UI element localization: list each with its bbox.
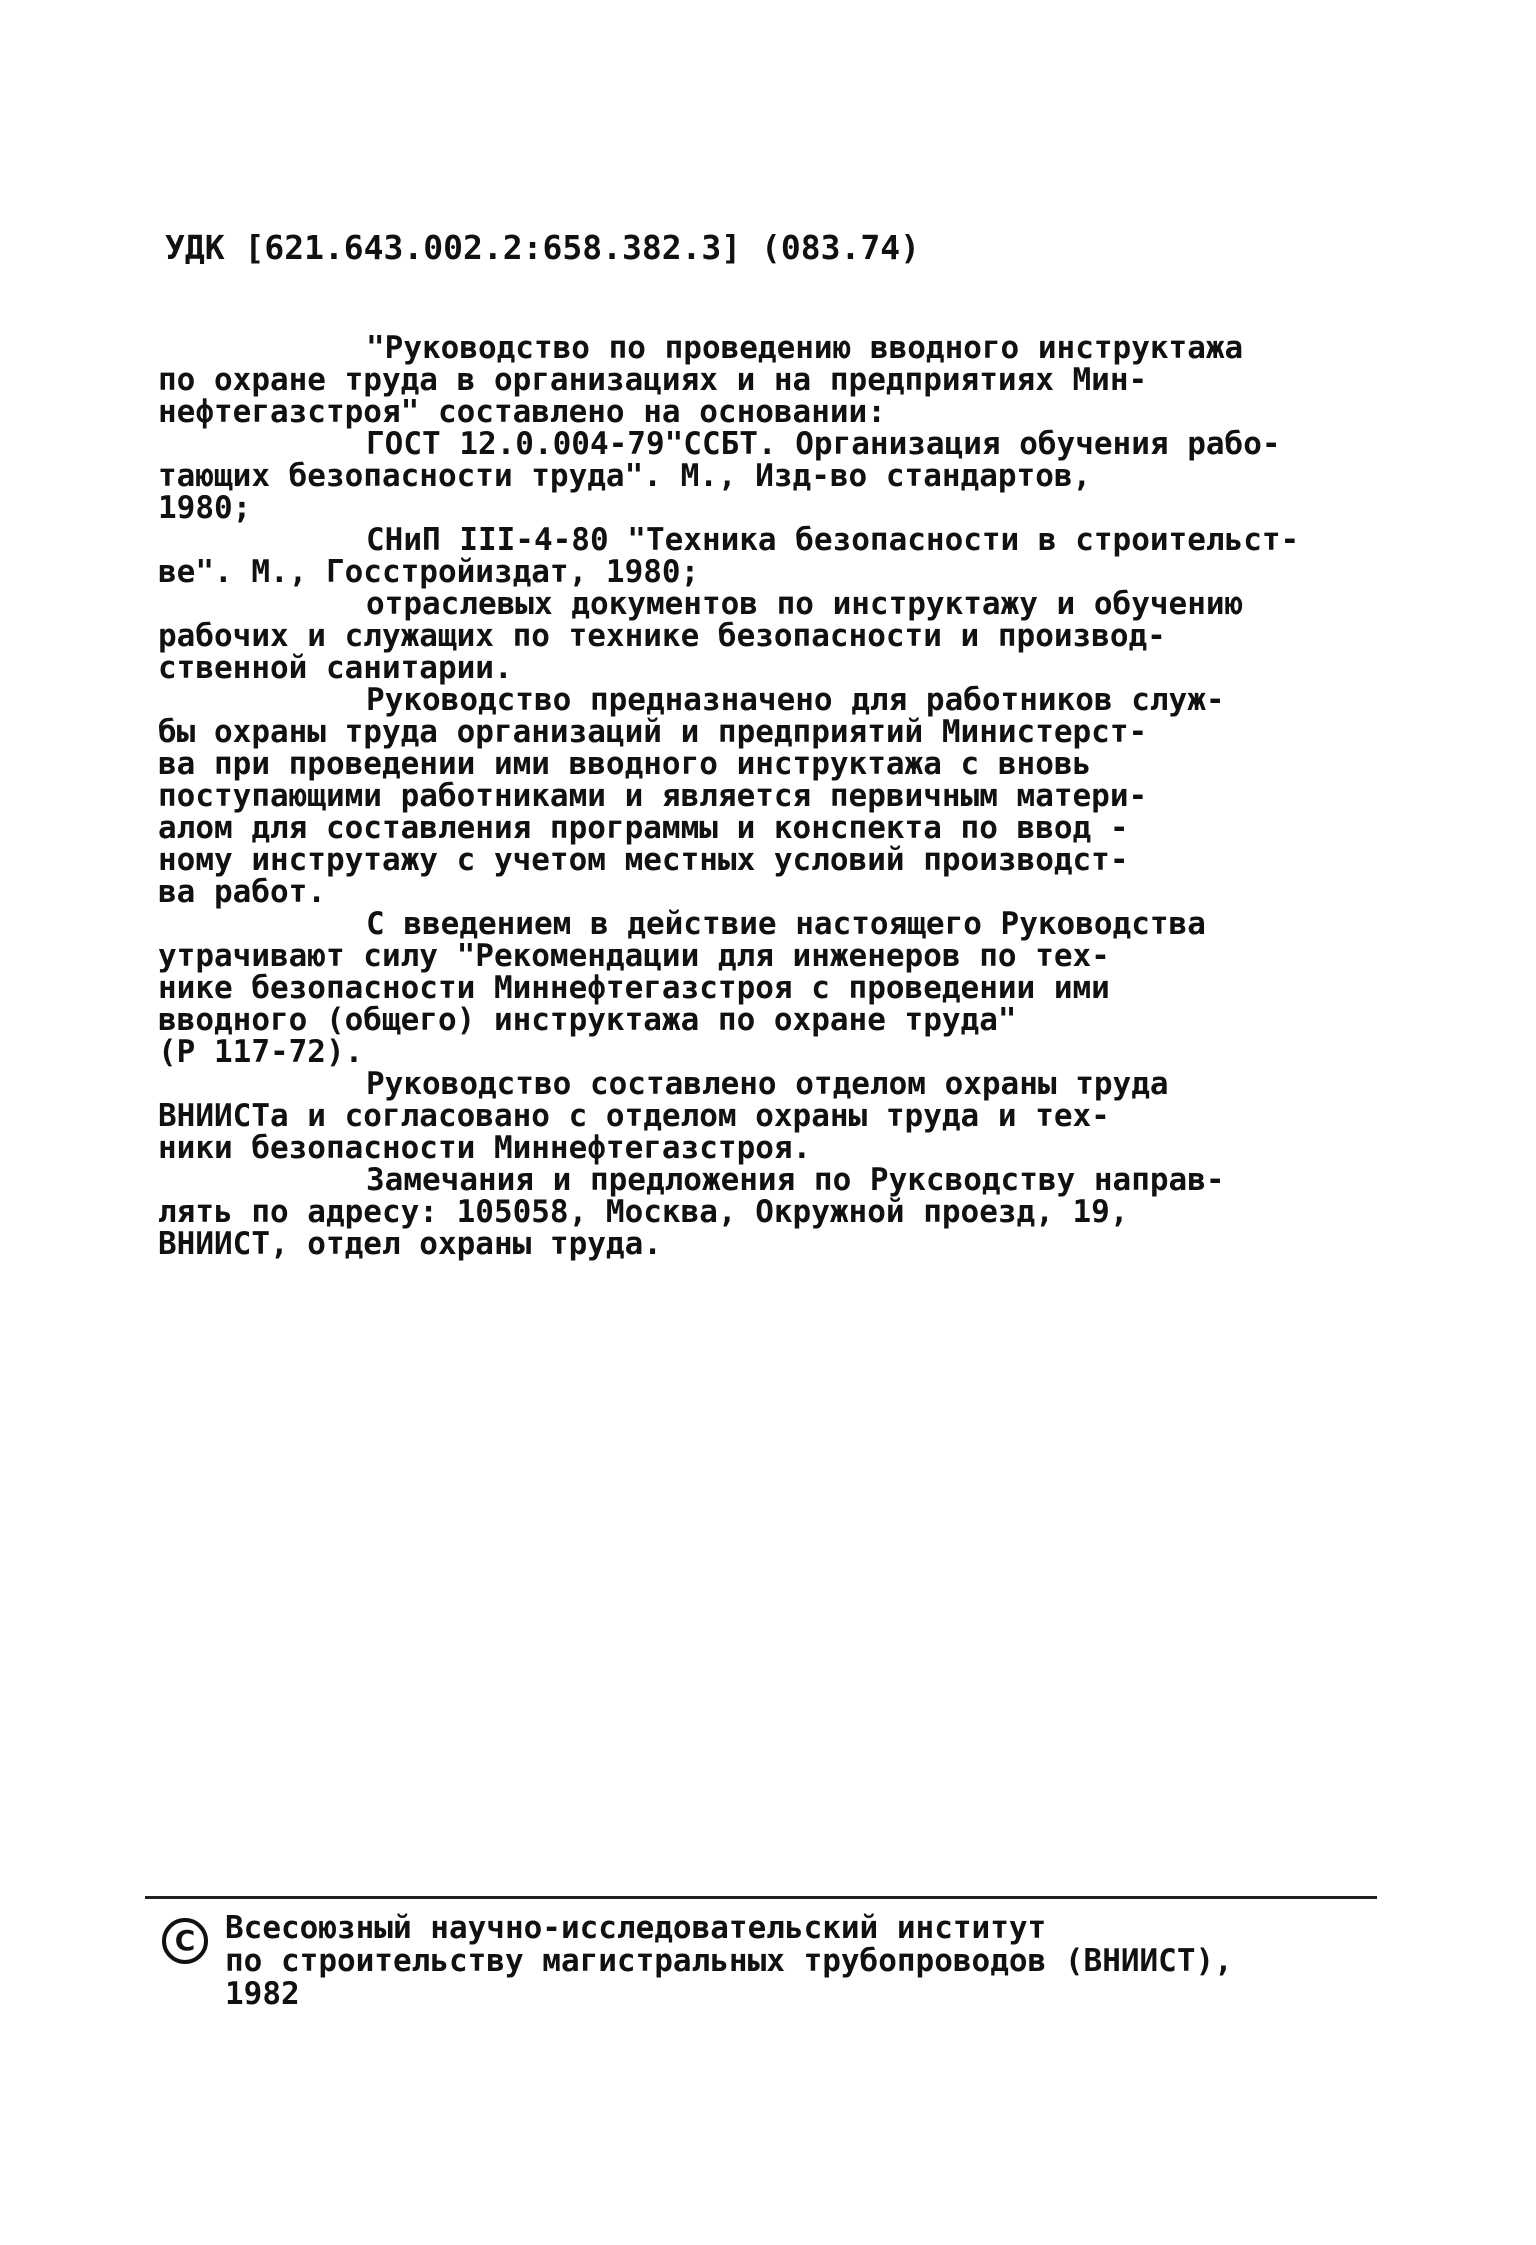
text-line: С введением в действие настоящего Руководства — [366, 906, 1206, 942]
text-line: ственной санитарии. — [158, 650, 513, 686]
copyright-line: 1982 — [225, 1976, 300, 2012]
text-line: СНиП III-4-80 "Техника безопасности в строительст- — [366, 522, 1300, 558]
copyright-text — [225, 1912, 1233, 2011]
text-line: (Р 117-72). — [158, 1034, 364, 1070]
text-line: ва при проведении ими вводного инструктажа с вновь — [158, 746, 1092, 782]
text-line: нефтегазстроя" составлено на основании: — [158, 394, 886, 430]
text-line: 1980; — [158, 490, 252, 526]
text-line: вводного (общего) инструктажа по охране труда" — [158, 1002, 1017, 1038]
text-line: ва работ. — [158, 874, 326, 910]
copyright-line: по строительству магистральных трубопроводов (ВНИИСТ), — [225, 1943, 1233, 1979]
text-line: ВНИИСТ, отдел охраны труда. — [158, 1226, 662, 1262]
copyright-line: Всесоюзный научно-исследовательский институт — [225, 1910, 1047, 1946]
text-line: Руководство составлено отделом охраны труда — [366, 1066, 1169, 1102]
text-line: алом для составления программы и конспекта по ввод - — [158, 810, 1129, 846]
text-line: лять по адресу: 105058, Москва, Окружной проезд, 19, — [158, 1194, 1129, 1230]
text-line: поступающими работниками и является первичным матери- — [158, 778, 1148, 814]
udk-classification: УДК [621.643.002.2:658.382.3] (083.74) — [165, 228, 920, 267]
text-line: ГОСТ 12.0.004-79"ССБТ. Организация обучения рабо- — [366, 426, 1281, 462]
text-line: нике безопасности Миннефтегазстроя с проведении ими — [158, 970, 1110, 1006]
text-line: тающих безопасности труда". М., Изд-во стандартов, — [158, 458, 1092, 494]
text-line: Руководство предназначено для работников служ- — [366, 682, 1225, 718]
text-line: бы охраны труда организаций и предприятий Министерст- — [158, 714, 1148, 750]
text-line: утрачивают силу "Рекомендации для инженеров по тех- — [158, 938, 1110, 974]
text-line: "Руководство по проведению вводного инструктажа — [366, 330, 1244, 366]
text-line: Замечания и предложения по Руксводству направ- — [366, 1162, 1225, 1198]
text-line: ве". М., Госстройиздат, 1980; — [158, 554, 700, 590]
copyright-icon: С — [162, 1918, 208, 1964]
text-line: по охране труда в организациях и на предприятиях Мин- — [158, 362, 1148, 398]
text-line: ВНИИСТа и согласовано с отделом охраны труда и тех- — [158, 1098, 1110, 1134]
text-line: отраслевых документов по инструктажу и обучению — [366, 586, 1244, 622]
footer-divider — [145, 1896, 1377, 1899]
text-line: ники безопасности Миннефтегазстроя. — [158, 1130, 812, 1166]
text-line: ному инструтажу с учетом местных условий производст- — [158, 842, 1129, 878]
text-line: рабочих и служащих по технике безопасности и производ- — [158, 618, 1166, 654]
body-text — [158, 330, 1382, 1262]
